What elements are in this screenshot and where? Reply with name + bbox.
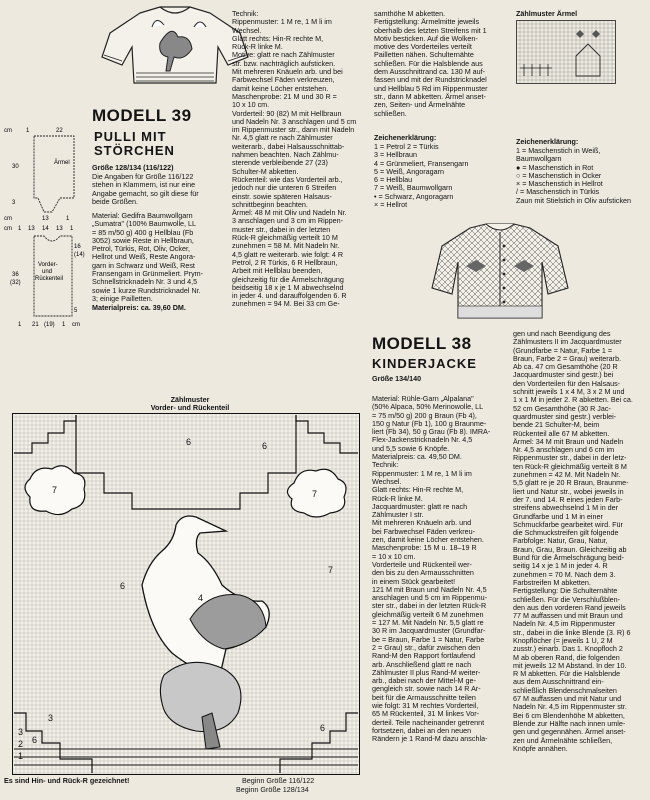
text-line: liert (Fb 34), 50 g Grau (Fb 8). IMRA- — [372, 427, 491, 437]
text-line: Nr. 4,5 glatt re nach Zählmuster — [232, 133, 333, 143]
text-line: Wechsel. — [232, 25, 262, 35]
text-line: oberhalb des letzten Streifens mit 1 — [374, 25, 487, 35]
chart-note: Es sind Hin- und Rück-R gezeichnet! — [4, 776, 130, 785]
chart-label: 7 — [312, 489, 318, 499]
svg-text:1: 1 — [62, 322, 66, 328]
text-line: Nadeln Nr. 4,5 im Rippenmuster — [513, 619, 616, 629]
text-line: = 10 x 10 cm. — [372, 551, 416, 561]
text-line: Rück-R linke M. — [232, 42, 283, 52]
modell-39-material: Material: Gedifra Baumwollgarn „Sumatra" (100% Baumwolle, LL = 85 m/50 g) 400 g Hellblau (Fb 3052) sowie Reste in Hellbraun, Petrol, Türkis, Rot, Oliv, Ocker, Hellrot und Weiß, Reste Angora- garn in Schwarz und Weiß, Rest Fransengarn in Grünmeliert. Prym- Schnellstricknadeln Nr. 3 und 4,5 sowie 1 kurze Rundstricknadel Nr. 3; einige Pailletten. — [92, 211, 204, 303]
text-line: Ärmel: 48 M mit Oliv und Nadeln Nr. — [232, 208, 347, 218]
text-line: = 127 M. Mit Nadeln Nr. 5,5 glatt re — [372, 618, 484, 628]
stork-sweater-illustration — [100, 5, 250, 93]
text-line: schnitt jeweils 1 x 4 M, 3 x 2 M und — [513, 387, 625, 397]
text-line: Motive: glatt re nach Zählmuster — [232, 50, 335, 60]
modell-38-continued — [513, 330, 633, 753]
text-line: Ab ca. 47 cm Gesamthöhe (20 R — [513, 362, 618, 372]
cardigan-illustration — [430, 222, 570, 324]
text-line: ○ = Maschenstich in Ocker — [516, 170, 602, 180]
svg-text:Rückenteil: Rückenteil — [35, 276, 64, 282]
text-line: gengleich str. sowie nach 14 R Ar- — [372, 684, 481, 694]
text-line: 52 cm Gesamthöhe (30 R Jac- — [513, 403, 611, 413]
text-line: Baumwollgarn — [516, 154, 562, 164]
text-line: Rippenmuster: 1 M re, 1 M li im — [232, 17, 332, 27]
text-line: Maschenprobe: 15 M u. 18–19 R — [372, 543, 477, 553]
text-line: 5 = Weiß, Angoragarn — [374, 166, 444, 176]
svg-text:und: und — [42, 269, 53, 275]
svg-text:5: 5 — [74, 308, 78, 314]
text-line: schließen. — [374, 108, 407, 118]
text-line: und Hellblau 5 Rd im Rippenmuster — [374, 83, 488, 93]
text-line: derteil. Teile nacheinander getrennt — [372, 717, 485, 727]
text-line: Nr. 4,5 anschlagen und 6 cm im — [513, 445, 615, 455]
text-line: str. bzw. nachträglich aufsticken. — [232, 58, 336, 68]
text-line: Jacquardmuster: glatt re nach — [372, 501, 468, 511]
modell-38-title: MODELL 38 — [372, 334, 472, 353]
text-line: zunehmen = 58 M. Mit Nadeln Nr. — [232, 241, 340, 251]
text-line: Flex-Jackenstricknadeln Nr. 4,5 — [372, 435, 473, 445]
text-line: 2 = Grau) str., dafür zwischen den — [372, 642, 481, 652]
text-line: ster str., dabei in der letzten Rück-R — [372, 601, 487, 611]
text-line: Knöpfe annähen. — [513, 743, 568, 753]
text-line: samthöhe M abketten. — [374, 9, 446, 18]
text-line: Technik: — [372, 460, 399, 470]
sleeve-chart-title: Zählmuster Ärmel — [516, 9, 578, 18]
svg-text:13: 13 — [28, 226, 35, 232]
text-line: Wechsel. — [372, 476, 402, 486]
text-line: den Vorderteilen für den Halsaus- — [513, 378, 621, 388]
svg-text:cm: cm — [72, 322, 80, 328]
text-line: Farbfolge: Natur, Grau, Natur, — [513, 536, 608, 546]
modell-39-title: MODELL 39 — [92, 106, 192, 125]
svg-text:1: 1 — [18, 322, 22, 328]
chart-label: 2 — [18, 739, 24, 749]
text-line: nahmen beachten. Nach Zählmu- — [232, 150, 339, 160]
text-line: 1 x 1 M in jeder 2. R abketten. Bei ca. — [513, 395, 633, 405]
text-line: weiterarb., dabei Halsausschnittab- — [232, 141, 345, 151]
modell-39-finishing — [374, 10, 487, 118]
chart-label: 7 — [52, 485, 58, 495]
text-line: zunehmen = 94 M. Bei 33 cm Ge- — [232, 299, 340, 309]
text-line: den bis zu den Armausschnitten — [372, 568, 474, 578]
text-line: Materialpreis: ca. 49,50 DM. — [372, 452, 462, 462]
text-line: Rippenmuster str., dabei in der letz- — [513, 453, 627, 463]
text-line: in jeder 4. und darauffolgenden 6. R — [232, 291, 347, 301]
text-line: Rück-R linke M. — [372, 493, 423, 503]
text-line: zen, damit keine Löcher entstehen. — [372, 535, 484, 545]
svg-text:22: 22 — [56, 128, 63, 134]
text-line: 4 = Grünmeliert, Fransengarn — [374, 158, 469, 168]
text-line: 65 M Rückenteil, 31 M linkes Vor- — [372, 709, 480, 719]
text-line: Pailletten nähen. Schulternähte — [374, 50, 474, 60]
text-line: beidseitig 18 x je 1 M abwechselnd — [232, 282, 344, 292]
text-line: Jacquardmuster sind gestr.) bei — [513, 370, 614, 380]
text-line: R M abketten. Für die Halsblende — [513, 669, 621, 679]
text-line: damit keine Löcher entstehen. — [232, 83, 329, 93]
text-line: gen und gegennähen. Ärmel anset- — [513, 727, 626, 737]
svg-text:16: 16 — [74, 244, 81, 250]
text-line: fassen und mit der Rundstricknadel — [374, 75, 487, 85]
text-line: Mit mehreren Knäueln arb. und — [372, 518, 472, 528]
text-line: Braun, Farbe 2 = Grau) weiterarb. — [513, 353, 622, 363]
text-line: be = Braun, Farbe 1 = Natur, Farbe — [372, 634, 485, 644]
text-line: Fertigstellung: Die Schulternähte — [513, 586, 618, 596]
chart-label: 1 — [18, 751, 24, 761]
modell-38-instructions — [372, 395, 490, 743]
text-line: gen und nach Beendigung des — [513, 329, 611, 338]
text-line: 3 = Hellbraun — [374, 150, 417, 160]
text-line: × = Hellrot — [374, 200, 408, 210]
text-line: 77 M auffassen und mit Braun und — [513, 611, 623, 621]
text-line: Fertigstellung: Ärmelmitte jeweils — [374, 17, 480, 27]
svg-text:1: 1 — [18, 226, 22, 232]
text-line: Nadeln Nr. 4,5 im Rippenmuster str. — [513, 702, 627, 712]
text-line: Petrol, 2 R Türkis, 6 R Hellbraun, — [232, 257, 338, 267]
text-line: zen, Seiten- und Ärmelnähte — [374, 100, 466, 110]
text-line: (50% Alpaca, 50% Merinowolle, LL — [372, 402, 484, 412]
text-line: Arbeit mit Hellblau beenden, — [232, 266, 323, 276]
svg-text:(19): (19) — [44, 322, 55, 328]
svg-text:3: 3 — [12, 200, 16, 206]
text-line: zusstr.) einarb. Das 1. Knopfloch 2 — [513, 644, 623, 654]
modell-39-price: Materialpreis: ca. 39,60 DM. — [92, 303, 186, 312]
main-chart-title: Zählmuster Vorder- und Rückenteil — [150, 395, 230, 413]
text-line: Rand-M den Rapport fortlaufend — [372, 651, 476, 661]
modell-39-legend — [374, 143, 468, 209]
text-line: einstr. sowie späteren Halsaus- — [232, 191, 332, 201]
text-line: die Schmuckstreifen gilt folgende — [513, 528, 619, 538]
svg-text:13: 13 — [56, 226, 63, 232]
text-line: Vorderteil: 90 (82) M mit Hellbraun — [232, 108, 342, 118]
svg-text:1: 1 — [26, 128, 30, 134]
text-line: in einem Stück gearbeitet! — [372, 576, 456, 586]
text-line: Farbwechsel Fäden verkreuzen, — [232, 75, 335, 85]
text-line: 6 = Hellblau — [374, 175, 413, 185]
text-line: 150 g Natur (Fb 1), 100 g Braunme- — [372, 418, 487, 428]
text-line: Glatt rechts: Hin-R rechte M, — [232, 33, 324, 43]
text-line: Bund für die Ärmelschrägung beid- — [513, 553, 625, 563]
text-line: 5,5 glatt re je 20 R Braun, Braunme- — [513, 478, 629, 488]
svg-text:36: 36 — [12, 272, 19, 278]
text-line: anschlagen und 5 cm im Rippenmu- — [372, 593, 488, 603]
svg-text:Ärmel: Ärmel — [54, 160, 70, 166]
text-line: • = Schwarz, Angoragarn — [374, 191, 454, 201]
text-line: Blende zur Hälfte nach innen umle- — [513, 718, 626, 728]
text-line: streifens abwechselnd 1 M in der — [513, 503, 619, 513]
text-line: str., dann M abketten. Ärmel anset- — [374, 91, 486, 101]
svg-text:1: 1 — [66, 216, 70, 222]
text-line: 4,5 glatt re weiterarb. wie folgt: 4 R — [232, 249, 344, 259]
chart-label: 6 — [186, 437, 192, 447]
start-size-128: Beginn Größe 128/134 — [236, 785, 309, 794]
text-line: 121 M mit Braun und Nadeln Nr. 4,5 — [372, 584, 487, 594]
text-line: Schulter-M abketten. — [232, 166, 299, 176]
text-line: seitig 14 x je 1 M in jeder 4. R — [513, 561, 608, 571]
text-line: × = Maschenstich in Hellrot — [516, 179, 603, 189]
text-line: jedoch nur die unteren 6 Streifen — [232, 183, 337, 193]
svg-text:cm: cm — [4, 226, 12, 232]
text-line: = 75 m/50 g) 200 g Braun (Fb 4), — [372, 410, 477, 420]
svg-text:(14): (14) — [74, 252, 85, 258]
text-line: str., dabei in die linke Blende (3. R) 6 — [513, 627, 631, 637]
text-line: im Rippenmuster str., dann mit Nadeln — [232, 125, 355, 135]
text-line: arb., dabei nach der Mittel-M ge- — [372, 676, 476, 686]
modell-39-intro: Die Angaben für Größe 116/122 stehen in Klammern, ist nur eine Angabe gemacht, so gilt diese für beide Größen. — [92, 172, 199, 206]
text-line: und 5,5 sowie 6 Knöpfe. — [372, 443, 450, 453]
text-line: zunehmen = 42 M. Mit Nadeln Nr. — [513, 470, 621, 480]
body-schema — [4, 222, 88, 330]
text-line: 67 M auffassen und mit Natur und — [513, 694, 622, 704]
text-line: 1 = Petrol 2 = Türkis — [374, 142, 439, 151]
text-line: Bei 6 cm Blendenhöhe M abketten, — [513, 710, 625, 720]
text-line: Glatt rechts: Hin-R rechte M, — [372, 485, 464, 495]
text-line: quardmuster sind gestr.) verblei- — [513, 411, 617, 421]
text-line: den aus den vorderen Rand jeweils — [513, 602, 626, 612]
text-line: muster str., dabei in der letzten — [232, 224, 331, 234]
start-size-116: Beginn Größe 116/122 — [242, 776, 315, 785]
text-line: wie folgt: 31 M rechtes Vorderteil, — [372, 700, 479, 710]
svg-text:21: 21 — [32, 322, 39, 328]
text-line: M ab oberen Rand, die folgenden — [513, 652, 620, 662]
text-line: (Grundfarbe = Natur, Farbe 1 = — [513, 345, 613, 355]
text-line: ● = Maschenstich in Rot — [516, 162, 594, 172]
text-line: schnittbeginn beachten. — [232, 199, 308, 209]
chart-label: 3 — [48, 713, 54, 723]
svg-text:cm: cm — [4, 128, 12, 134]
text-line: Zählmuster I str. — [372, 510, 424, 520]
text-line: bende 21 Schulter-M, beim — [513, 420, 600, 430]
sleeve-legend-title: Zeichenerklärung: — [516, 137, 579, 146]
sleeve-legend — [516, 147, 631, 205]
chart-label: 7 — [328, 565, 334, 575]
text-line: der 7. und 14. R eines jeden Farb- — [513, 494, 623, 504]
svg-text:(32): (32) — [10, 280, 21, 286]
text-line: Knopflöcher (= jeweils 1 U, 2 M — [513, 635, 613, 645]
text-line: Zählmusters II im Jacquardmuster — [513, 337, 622, 347]
text-line: 1 = Maschenstich in Weiß, — [516, 146, 601, 155]
text-line: Material: Rühle-Garn „Alpalana" — [372, 394, 474, 403]
text-line: arb. Anschließend glatt re nach — [372, 659, 472, 669]
text-line: Rippenmuster: 1 M re, 1 M li im — [372, 468, 472, 478]
text-line: Braun, Grau, Braun. Gleichzeitig ab — [513, 544, 627, 554]
text-line: aus dem Ausschnittrand ein- — [513, 677, 604, 687]
text-line: zen und Ärmelnähte schließen, — [513, 735, 613, 745]
text-line: fortsetzen, dabei an den neuen — [372, 725, 472, 735]
text-line: Rückenteil alle 67 M abketten. — [513, 428, 610, 438]
text-line: schließen. Für die Verschlußblen- — [513, 594, 621, 604]
text-line: Schmuckfarbe gearbeitet wird. Für — [513, 519, 623, 529]
modell-38-subtitle: KINDERJACKE — [372, 356, 477, 371]
text-line: Technik: — [232, 9, 259, 18]
text-line: / = Maschenstich in Türkis — [516, 187, 600, 197]
text-line: liert und Natur str., wobei jeweils in — [513, 486, 624, 496]
text-line: Grundfarbe und 1 M in einer — [513, 511, 603, 521]
svg-text:30: 30 — [12, 164, 19, 170]
svg-text:13: 13 — [42, 216, 49, 222]
text-line: bei Farbwechsel Fäden verkreu- — [372, 526, 476, 536]
text-line: Farbstreifen M abketten. — [513, 577, 591, 587]
modell-39-subtitle: PULLI MIT STÖRCHEN — [94, 129, 175, 158]
text-line: Rändern je 1 Rand-M dazu anschla- — [372, 734, 488, 744]
svg-text:1: 1 — [70, 226, 74, 232]
text-line: gleichmäßig verteilt 6 M zunehmen — [372, 609, 484, 619]
text-line: gleichzeitig für die Ärmelschrägung — [232, 274, 344, 284]
svg-text:Vorder-: Vorder- — [38, 262, 58, 268]
text-line: Rück-R gleichmäßig verteilt 10 M — [232, 233, 338, 243]
text-line: Vorderteile und Rückenteil wer- — [372, 559, 472, 569]
text-line: sterende verbleibende 27 (23) — [232, 158, 328, 168]
text-line: Maschenprobe: 21 M und 30 R = — [232, 91, 337, 101]
main-knitting-chart — [12, 413, 360, 775]
chart-label: 6 — [32, 735, 38, 745]
text-line: Rückenteil: wie das Vorderteil arb., — [232, 174, 343, 184]
modell-39-instructions — [232, 10, 356, 309]
chart-label: 6 — [320, 723, 326, 733]
sleeve-schema — [4, 124, 88, 222]
chart-label: 4 — [198, 593, 204, 603]
text-line: 3 anschlagen und 3 cm im Rippen- — [232, 216, 344, 226]
text-line: Mit mehreren Knäueln arb. und bei — [232, 67, 343, 77]
text-line: Ärmel: 34 M mit Braun und Nadeln — [513, 436, 624, 446]
text-line: 10 x 10 cm. — [232, 100, 270, 110]
text-line: Zählmuster II plus Rand-M weiter- — [372, 667, 481, 677]
text-line: Motiv besticken. Auf die Wolken- — [374, 33, 478, 43]
text-line: motive des Vorderteiles verteilt — [374, 42, 472, 52]
chart-label: 6 — [262, 441, 268, 451]
modell-38-size: Größe 134/140 — [372, 374, 422, 383]
modell-39-size: Größe 128/134 (116/122) — [92, 163, 174, 172]
text-line: schließen. Für die Halsblende aus — [374, 58, 483, 68]
svg-text:14: 14 — [42, 226, 49, 232]
chart-label: 6 — [120, 581, 126, 591]
text-line: zunehmen = 70 M. Nach dem 3. — [513, 569, 616, 579]
text-line: Zaun mit Stielstich in Oliv aufsticken — [516, 195, 632, 205]
text-line: schließlich Blendenschmalseiten — [513, 685, 617, 695]
text-line: ten Rück-R gleichmäßig verteilt 8 M — [513, 461, 627, 471]
text-line: 30 R im Jacquardmuster (Grundfar- — [372, 626, 486, 636]
text-line: beit für die Armausschnitte teilen — [372, 692, 476, 702]
text-line: 7 = Weiß, Baumwollgarn — [374, 183, 453, 193]
text-line: mit jeweils 12 M Abstand. In der 10. — [513, 660, 627, 670]
svg-text:cm: cm — [4, 216, 12, 222]
sleeve-chart — [516, 20, 616, 84]
text-line: und Nadeln Nr. 3 anschlagen und 5 cm — [232, 116, 357, 126]
text-line: dem Ausschnittrand ca. 130 M auf- — [374, 67, 486, 77]
chart-label: 3 — [18, 727, 24, 737]
modell-39-legend-title: Zeichenerklärung: — [374, 133, 437, 142]
